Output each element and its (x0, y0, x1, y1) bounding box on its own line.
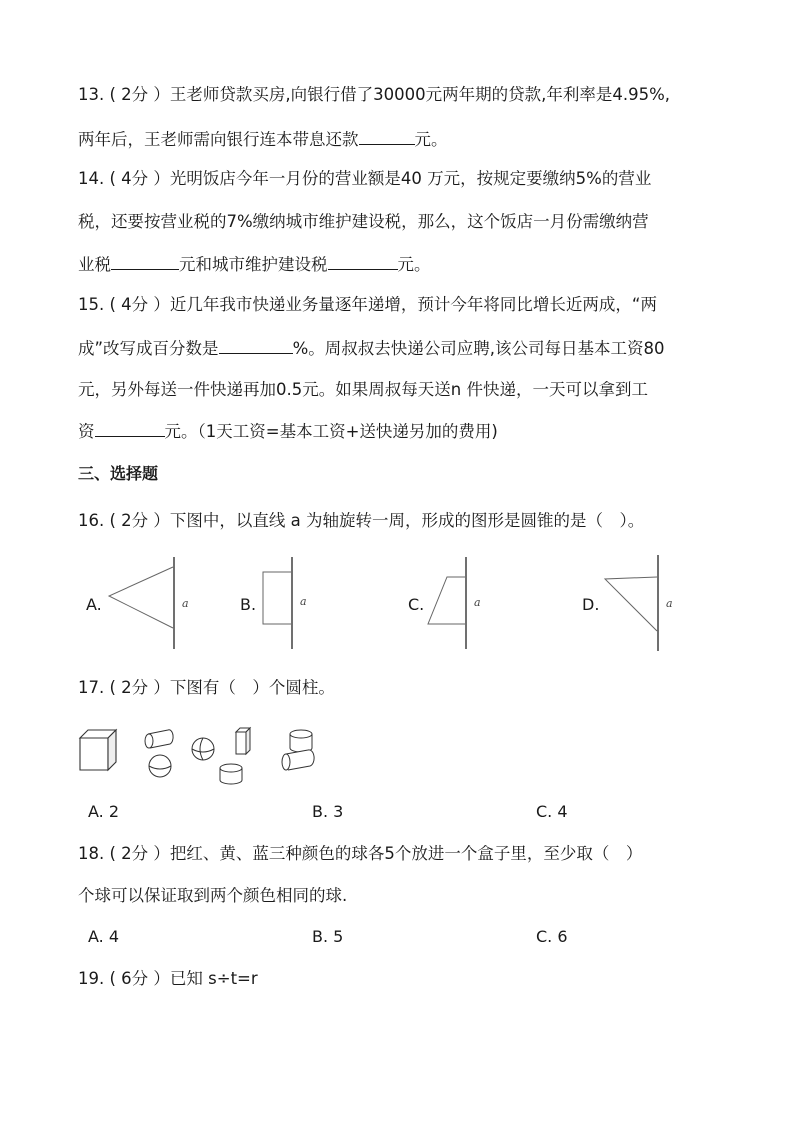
q13-answer-blank[interactable] (359, 128, 415, 145)
cube-shape (80, 730, 116, 770)
q16-axis-label-a: a (182, 597, 189, 610)
q16-option-d[interactable]: D. (582, 595, 600, 614)
q15-answer-blank-2[interactable] (95, 420, 165, 437)
q17-option-c[interactable]: C. 4 (536, 802, 568, 821)
q15-answer-blank-1[interactable] (219, 337, 293, 354)
q15-text-c: 资 (78, 422, 95, 441)
q16-axis-label-b: a (300, 595, 307, 608)
q18-line2: 个球可以保证取到两个颜色相同的球. (78, 886, 348, 905)
q17-shapes-figure (76, 724, 326, 786)
cylinder-lying-1 (145, 730, 173, 748)
q16-figure-b (256, 555, 326, 651)
q15-line2 (78, 337, 664, 360)
q18-option-b[interactable]: B. 5 (312, 927, 344, 946)
q14-text-c: 元。 (397, 255, 431, 274)
q19-text: 19. ( 6分 ）已知 s÷t=r (78, 969, 258, 988)
q16-figure-a (100, 555, 190, 651)
q18-line1: 18. ( 2分 ）把红、黄、蓝三种颜色的球各5个放进一个盒子里，至少取（ ） (78, 844, 643, 863)
cuboid-shape (236, 728, 250, 754)
cylinder-standing-2 (290, 730, 312, 752)
q16-option-b[interactable]: B. (240, 595, 257, 614)
q15-text-d: 元。（1天工资=基本工资+送快递另加的费用) (164, 422, 498, 441)
q13-text-b: 元。 (414, 130, 448, 149)
q13-line2 (78, 128, 448, 151)
sphere-2 (192, 738, 214, 760)
q16-figure-d (598, 553, 688, 653)
q18-option-c[interactable]: C. 6 (536, 927, 568, 946)
cylinder-lying-2 (282, 750, 314, 770)
q17-text: 17. ( 2分 ）下图有（ ）个圆柱。 (78, 678, 335, 697)
q17-option-a[interactable]: A. 2 (88, 802, 120, 821)
cylinder-standing-1 (220, 764, 242, 784)
q15-text-a: 成”改写成百分数是 (78, 339, 219, 358)
q17-option-b[interactable]: B. 3 (312, 802, 344, 821)
q16-figure-c (424, 555, 494, 651)
q18-option-a[interactable]: A. 4 (88, 927, 120, 946)
q14-line3 (78, 253, 431, 276)
q15-line1: 15. ( 4分 ）近几年我市快递业务量逐年递增，预计今年将同比增长近两成，“两 (78, 295, 657, 314)
q15-line4 (78, 420, 498, 443)
q16-text: 16. ( 2分 ）下图中，以直线 a 为轴旋转一周，形成的图形是圆锥的是（ ）。 (78, 511, 645, 530)
q15-line3: 元，另外每送一件快递再加0.5元。如果周叔每天送n 件快递，一天可以拿到工 (78, 380, 648, 399)
q16-axis-label-c: a (474, 596, 481, 609)
section-title-choice: 三、选择题 (78, 464, 159, 483)
q13-text-a: 两年后，王老师需向银行连本带息还款 (78, 130, 359, 149)
q14-line2: 税，还要按营业税的7%缴纳城市维护建设税，那么，这个饭店一月份需缴纳营 (78, 212, 649, 231)
sphere-1 (149, 755, 171, 777)
q13-line1: 13. ( 2分 ）王老师贷款买房,向银行借了30000元两年期的贷款,年利率是4.95%, (78, 85, 671, 104)
q15-text-b: %。周叔叔去快递公司应聘,该公司每日基本工资80 (292, 339, 665, 358)
q14-text-b: 元和城市维护建设税 (179, 255, 328, 274)
q14-line1: 14. ( 4分 ）光明饭店今年一月份的营业额是40 万元，按规定要缴纳5%的营业 (78, 169, 652, 188)
q14-answer-blank-1[interactable] (111, 253, 179, 270)
q16-option-a[interactable]: A. (86, 595, 102, 614)
q16-axis-label-d: a (666, 597, 673, 610)
q14-answer-blank-2[interactable] (328, 253, 398, 270)
q16-option-c[interactable]: C. (408, 595, 425, 614)
q14-text-a: 业税 (78, 255, 111, 274)
